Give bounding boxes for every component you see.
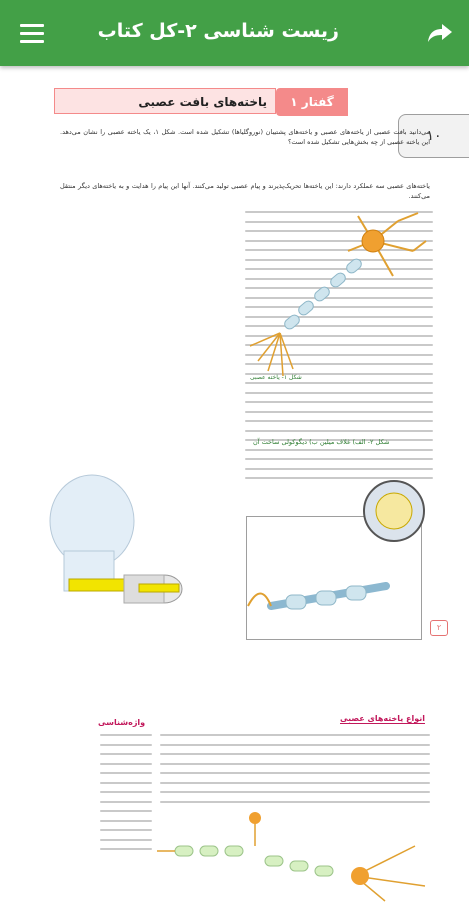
menu-icon[interactable] — [20, 24, 44, 42]
vocab-heading: واژه‌شناسی — [98, 718, 146, 727]
app-bar — [0, 0, 469, 66]
footer-page-number: ۲ — [430, 620, 448, 636]
chapter-header — [48, 88, 348, 116]
book-page — [0, 66, 469, 900]
chapter-tag: گفتار ۱ — [276, 88, 348, 116]
cell-body — [362, 230, 384, 252]
neuron-types-figure — [155, 806, 435, 906]
page-number-tab[interactable]: ۱۰ — [398, 114, 469, 158]
intro-paragraph: می‌دانید بافت عصبی از یاخته‌های عصبی و یاخته‌های پشتیبان (نوروگلیاها) تشکیل شده است. شکل ۱، یک یاخته عصبی را نشان می‌دهد. این یاخته عصبی از چه بخش‌هایی تشکیل شده است؟ — [60, 128, 430, 146]
vocab-column — [100, 734, 152, 858]
share-arrow-icon[interactable] — [427, 22, 453, 44]
figure1-caption: شکل ۱- یاخته عصبی — [250, 374, 302, 381]
neuron-figure — [248, 211, 428, 381]
section-text — [160, 734, 430, 810]
section-types-heading: انواع یاخته‌های عصبی — [340, 714, 426, 723]
myelin-figure — [44, 471, 189, 616]
figure2-caption: شکل ۲- الف) غلاف میلین ب) دیگوکولی ساخت آن — [253, 438, 390, 446]
app-title: زیست شناسی ۲-کل کتاب — [97, 20, 339, 42]
chapter-title: یاخته‌های بافت عصبی — [54, 88, 276, 114]
myelin-detail-figure — [246, 471, 436, 641]
second-paragraph: یاخته‌های عصبی سه عملکرد دارند: این یاخته‌ها تحریک‌پذیرند و پیام عصبی تولید می‌کنند. آنها این پیام را هدایت و به یاخته‌های دیگر منتقل می‌کنند. — [60, 182, 430, 200]
